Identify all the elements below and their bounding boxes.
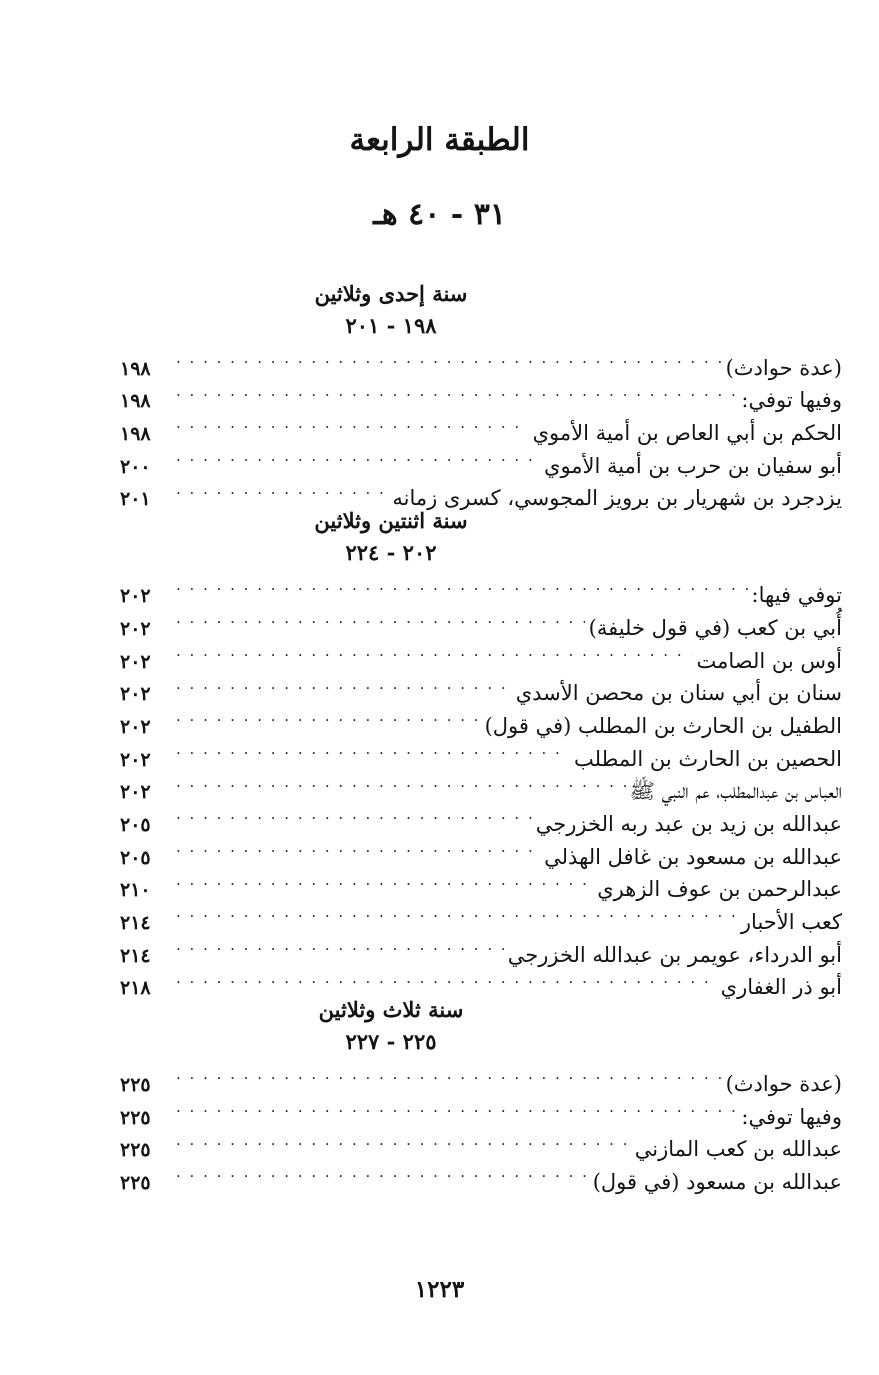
dot-leader [176,864,593,897]
dot-leader [176,407,529,440]
entry-title: الحصين بن الحارث بن المطلب [574,746,842,771]
table-of-contents [120,278,842,1195]
entry-title: أوس بن الصامت [696,648,842,673]
section-heading: سنة ثلاث وثلاثين [318,997,464,1023]
dot-leader [176,896,737,929]
entry-page-number: ٢٠٢ [120,650,151,673]
dot-leader [176,635,692,668]
dot-leader [176,1091,737,1124]
entry-page-number: ٢٠٥ [120,813,151,836]
entry-page-number: ١٩٨ [120,423,151,446]
entry-page-number: ٢٠٢ [120,715,151,738]
entry-page-number: ٢٠٢ [120,683,151,706]
page-subtitle: ٣١ - ٤٠ هـ [373,197,506,232]
toc-entry [120,569,842,608]
dot-leader [176,602,585,635]
entry-page-number: ٢١٨ [120,977,151,1000]
toc-entry [120,1091,842,1129]
toc-entry [120,602,842,640]
toc-entry [120,1058,842,1097]
entry-page-number: ١٩٨ [120,357,151,380]
entry-title: كعب الأحبار [740,910,842,934]
section-page-range: ٢٢٥ - ٢٢٧ [345,1029,437,1055]
dot-leader [176,700,481,733]
dot-leader [176,962,717,995]
dot-leader [176,1156,589,1189]
entry-page-number: ٢٠٢ [120,585,151,608]
entry-page-number: ٢٢٥ [120,1074,151,1097]
entry-page-number: ٢٢٥ [120,1106,151,1129]
entry-page-number: ٢٠٢ [120,748,151,771]
entry-title: عبدالرحمن بن عوف الزهري [597,877,842,902]
toc-entry [120,896,842,934]
toc-entry [120,407,842,446]
entry-page-number: ٢٠٢ [120,781,151,804]
section-heading: سنة اثنتين وثلاثين [314,508,468,534]
section-page-range: ٢٠٢ - ٢٢٤ [345,540,437,566]
entry-title: وفيها توفي: [741,1104,842,1129]
entry-page-number: ٢٢٥ [120,1172,151,1195]
dot-leader [176,766,626,799]
dot-leader [176,569,748,602]
dot-leader [176,929,504,962]
dot-leader [176,798,532,831]
section-heading: سنة إحدى وثلاثين [314,281,468,306]
entry-page-number: ٢١٤ [120,944,151,967]
section-page-range: ١٩٨ - ٢٠١ [345,313,437,338]
entry-title: وفيها توفي: [741,388,842,413]
entry-title: يزدجرد بن شهريار بن برويز المجوسي، كسرى زمانه [392,486,842,511]
entry-title: الحكم بن أبي العاص بن أمية الأموي [532,421,842,446]
entry-title: عبدالله بن كعب المازني [634,1137,842,1162]
entry-title: توفي فيها: [751,583,842,608]
page-number: ١٢٢٣ [414,1276,465,1303]
entry-page-number: ٢٠١ [120,488,151,511]
dot-leader [176,375,737,408]
entry-title: أبو سفيان بن حرب بن أمية الأموي [544,453,842,478]
toc-entry [120,1124,842,1162]
toc-entry [120,375,842,413]
entry-title: أبو الدرداء، عويمر بن عبدالله الخزرجي [507,942,842,967]
entry-page-number: ٢٢٥ [120,1139,151,1162]
entry-title: أبو ذر الغفاري [720,975,842,1000]
dot-leader [176,733,570,766]
entry-title: العباس بن عبدالمطلب، عم النبي ﷺ [629,779,842,804]
entry-title: عبدالله بن زيد بن عبد ربه الخزرجي [535,811,842,836]
entry-page-number: ٢١٠ [120,879,151,902]
dot-leader [176,473,388,506]
dot-leader [176,831,540,864]
entry-page-number: ٢٠٢ [120,617,151,640]
dot-leader [176,1124,631,1157]
entry-title: عبدالله بن مسعود بن غافل الهذلي [544,844,842,869]
dot-leader [176,342,722,375]
entry-title: الطفيل بن الحارث بن المطلب (في قول) [484,713,842,738]
dot-leader [176,1058,722,1091]
entry-title: (عدة حوادث) [725,355,842,380]
entry-title: أُبي بن كعب (في قول خليفة) [588,615,842,640]
dot-leader [176,668,512,701]
entry-title: سنان بن أبي سنان بن محصن الأسدي [515,681,842,706]
entry-page-number: ٢٠٥ [120,846,151,869]
toc-entry [120,929,842,967]
page-title: الطبقة الرابعة [349,122,530,158]
entry-title: (عدة حوادث) [725,1072,842,1097]
entry-title: عبدالله بن مسعود (في قول) [592,1170,842,1195]
entry-page-number: ٢١٤ [120,912,151,934]
dot-leader [176,440,540,473]
entry-page-number: ١٩٨ [120,390,151,413]
entry-page-number: ٢٠٠ [120,455,151,478]
toc-entry [120,342,842,380]
